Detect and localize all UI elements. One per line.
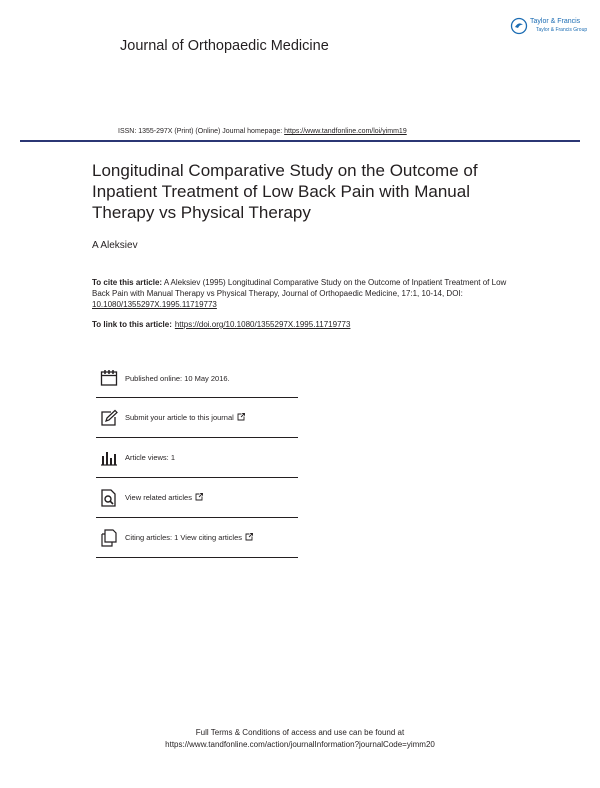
citation-text: A Aleksiev (1995) Longitudinal Comparative Study on the Outcome of Inpatient Treatment of Low Back Pain with Manual Therapy vs Physical Therapy, Journal of Orthopaedic Medicine, 17:1, 10-14, DOI: bbox=[92, 278, 507, 298]
edit-icon bbox=[100, 409, 118, 427]
citing-articles-link[interactable] bbox=[125, 533, 253, 542]
citation-block bbox=[92, 277, 522, 310]
footer-terms-text: Full Terms & Conditions of access and use can be found at bbox=[195, 728, 405, 737]
footer-terms-url[interactable]: https://www.tandfonline.com/action/journalInformation?journalCode=yimm20 bbox=[165, 740, 435, 749]
article-author: A Aleksiev bbox=[92, 240, 138, 251]
issn-line bbox=[118, 128, 407, 135]
article-link-block bbox=[92, 319, 522, 330]
related-search-icon bbox=[100, 489, 118, 507]
submit-article-text: Submit your article to this journal bbox=[125, 413, 234, 422]
article-title: Longitudinal Comparative Study on the Outcome of Inpatient Treatment of Low Back Pain with Manual Therapy vs Physical Therapy bbox=[92, 161, 478, 222]
bar-chart-icon bbox=[100, 449, 118, 467]
publisher-logo-icon bbox=[510, 17, 528, 35]
published-online-text: Published online: 10 May 2016. bbox=[125, 373, 230, 383]
journal-title: Journal of Orthopaedic Medicine bbox=[120, 38, 329, 54]
article-views-text: Article views: 1 bbox=[125, 453, 176, 462]
related-articles-item[interactable] bbox=[96, 478, 298, 518]
article-link-url[interactable]: https://doi.org/10.1080/1355297X.1995.11719773 bbox=[174, 320, 351, 329]
article-views-item bbox=[96, 438, 298, 478]
article-link-label: To link to this article: bbox=[92, 320, 172, 329]
citation-doi-link[interactable]: 10.1080/1355297X.1995.11719773 bbox=[92, 300, 217, 309]
publisher-name: Taylor & Francis bbox=[530, 18, 581, 25]
calendar-icon bbox=[100, 369, 118, 387]
published-online-item bbox=[96, 358, 298, 398]
citing-articles-text: Citing articles: 1 View citing articles bbox=[125, 533, 242, 542]
submit-article-link[interactable] bbox=[125, 413, 245, 422]
related-articles-link[interactable] bbox=[125, 493, 203, 502]
issn-text: ISSN: 1355-297X (Print) (Online) Journal homepage: bbox=[118, 128, 283, 135]
publisher-group: Taylor & Francis Group bbox=[536, 27, 588, 33]
publisher-logo[interactable] bbox=[510, 16, 588, 38]
submit-article-item[interactable] bbox=[96, 398, 298, 438]
header-divider bbox=[20, 140, 580, 142]
citing-articles-item[interactable] bbox=[96, 518, 298, 558]
external-link-icon bbox=[245, 533, 253, 541]
footer-terms bbox=[0, 727, 600, 751]
article-info-list bbox=[96, 358, 298, 558]
citation-label: To cite this article: bbox=[92, 278, 163, 287]
journal-homepage-link[interactable]: https://www.tandfonline.com/loi/yimm19 bbox=[284, 128, 407, 135]
external-link-icon bbox=[237, 413, 245, 421]
external-link-icon bbox=[195, 493, 203, 501]
related-articles-text: View related articles bbox=[125, 493, 192, 502]
citing-documents-icon bbox=[100, 529, 118, 547]
